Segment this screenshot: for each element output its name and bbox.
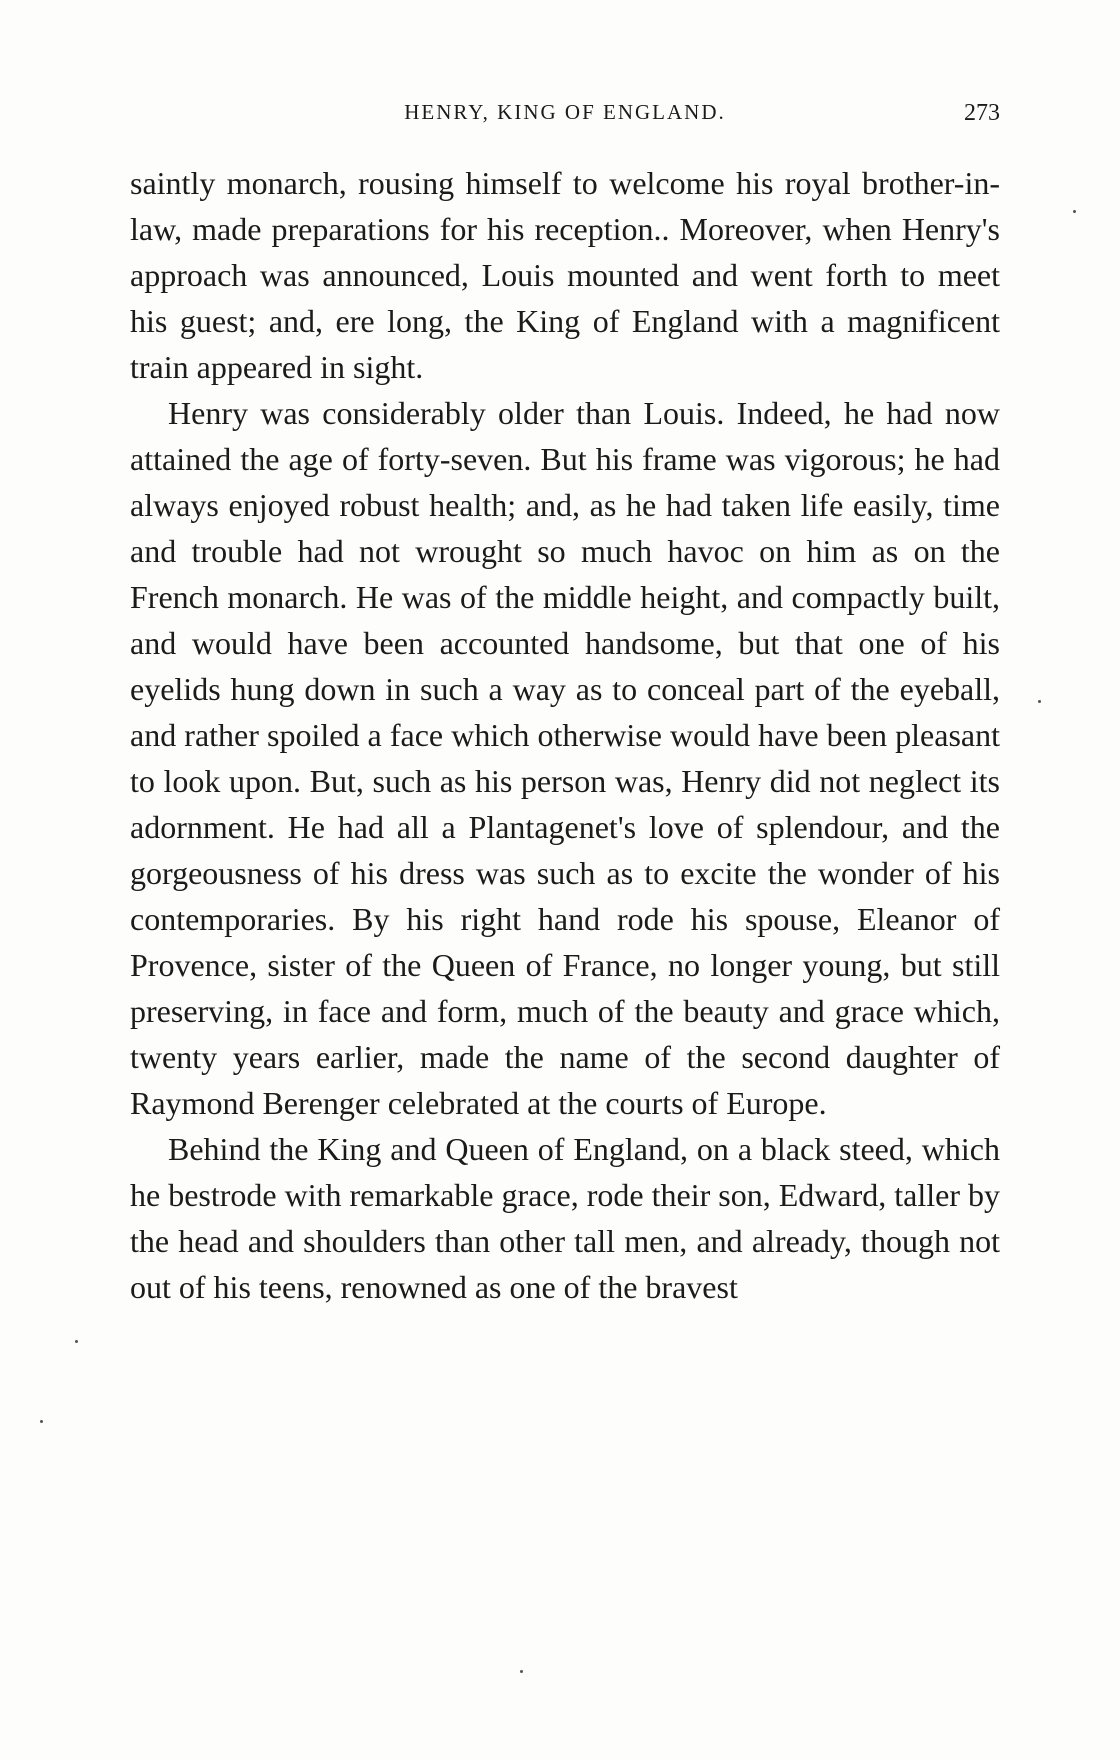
margin-speck: [1038, 700, 1041, 703]
margin-speck: [40, 1420, 43, 1423]
margin-speck: [520, 1670, 523, 1673]
paragraph-3: Behind the King and Queen of England, on a black steed, which he bestrode with remarkable grace, rode their son, Edward, taller by the head and shoulders than other tall men, and already, though not out of his teens, renowned as one of the bravest: [130, 1131, 1000, 1305]
body-text: [130, 160, 1000, 1310]
page-number: 273: [964, 100, 1000, 126]
paragraph-2: Henry was considerably older than Louis. Indeed, he had now attained the age of forty-seven. But his frame was vigorous; he had always enjoyed robust health; and, as he had taken life easily, time and trouble had not wrought so much havoc on him as on the French monarch. He was of the middle height, and compactly built, and would have been accounted handsome, but that one of his eyelids hung down in such a way as to conceal part of the eyeball, and rather spoiled a face which otherwise would have been pleasant to look upon. But, such as his person was, Henry did not neglect its adornment. He had all a Plantagenet's love of splendour, and the gorgeousness of his dress was such as to excite the wonder of his contemporaries. By his right hand rode his spouse, Eleanor of Provence, sister of the Queen of France, no longer young, but still preserving, in face and form, much of the beauty and grace which, twenty years earlier, made the name of the second daughter of Raymond Berenger celebrated at the courts of Europe.: [130, 395, 1000, 1121]
margin-speck: [1073, 210, 1076, 213]
running-head: [130, 100, 1000, 140]
margin-speck: [75, 1340, 78, 1343]
paragraph-1: saintly monarch, rousing himself to welcome his royal brother-in-law, made preparations for his reception.. Moreover, when Henry's approach was announced, Louis mounted and went forth to meet his guest; and, ere long, the King of England with a magnificent train appeared in sight.: [130, 165, 1000, 385]
running-title: HENRY, KING OF ENGLAND.: [404, 100, 726, 124]
